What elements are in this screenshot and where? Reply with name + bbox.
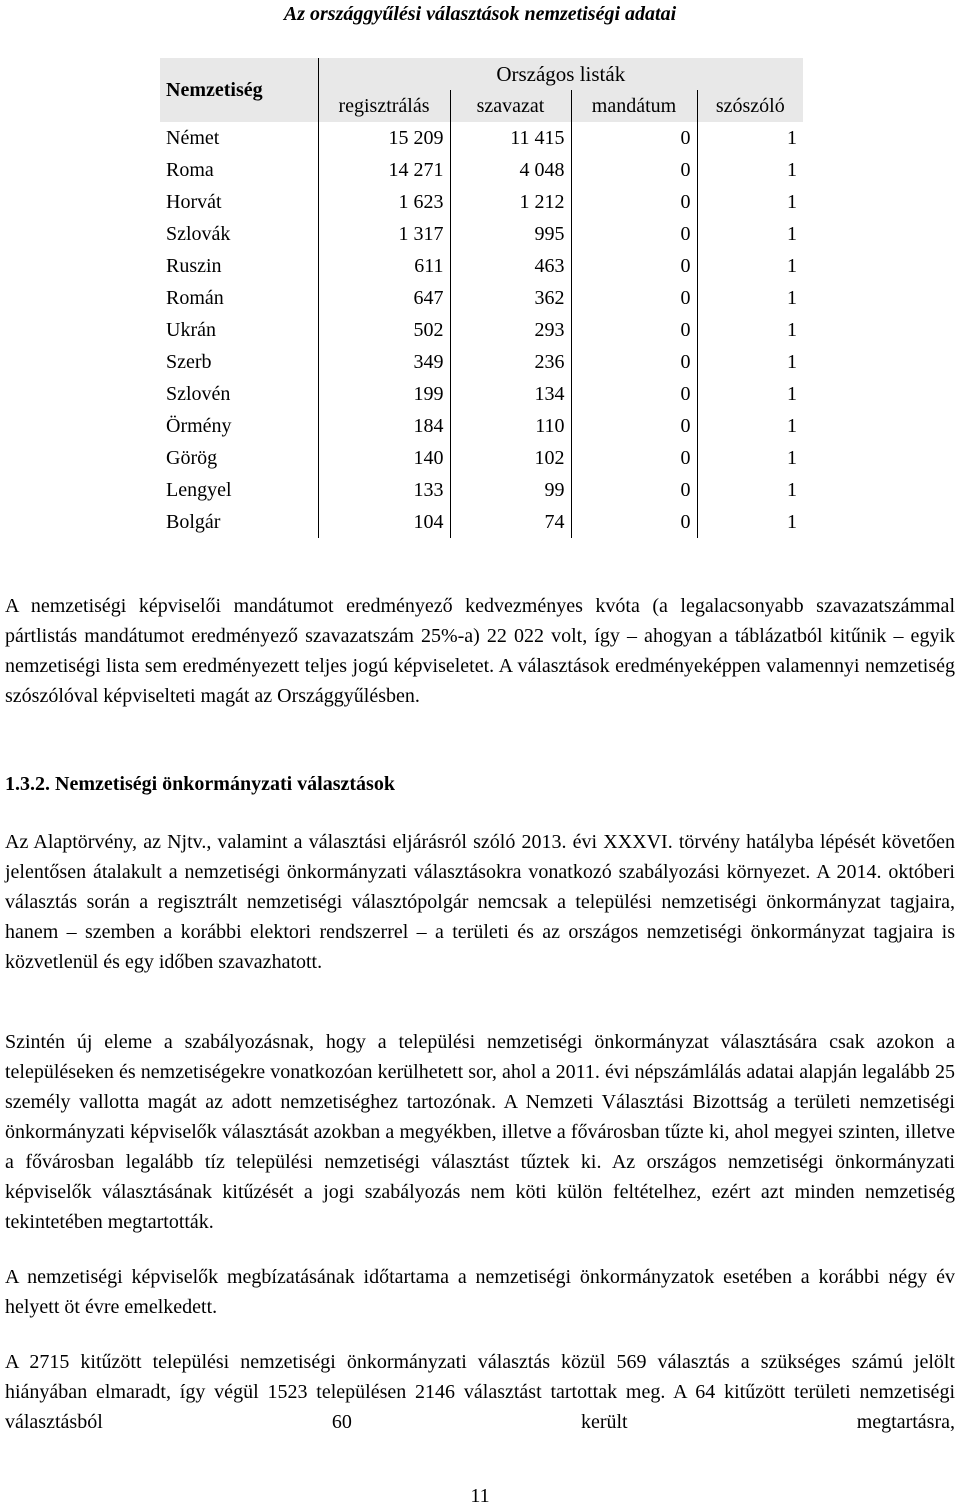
cell-regisztralas: 647 (318, 282, 450, 314)
cell-szavazat: 99 (450, 474, 571, 506)
cell-szoszolo: 1 (787, 287, 798, 309)
cell-regisztralas: 611 (318, 250, 450, 282)
paragraph-3-text: Szintén új eleme a szabályozásnak, hogy a települési nemzetiségi önkormányzat választására csak azokon a településeken és nemzetiségekre vonatkozóan kerülhetett sor, ahol a 2011. évi népszámlálás adatai alapján legalább 25 személy vallotta magát az adott nemzetiséghez tartozónak. A Nemzeti Választási Bizottság a területi nemzetiségi önkormányzati képviselők választását azokban a megyékben, illetve a fővárosban tűzte ki, ahol megyei szinten, illetve a fővárosban legalább tíz települési nemzetiségi választást tűztek ki. Az országos nemzetiségi önkormányzati képviselők választásának kitűzését a jogi szabályozás nem köti külön feltételhez, ezért azt minden nemzetiség tekintetében megtartották. (5, 1031, 955, 1233)
cell-szavazat: 134 (450, 378, 571, 410)
paragraph-5 (5, 1347, 955, 1437)
cell-nemzetiseg: Szerb (160, 346, 318, 378)
cell-regisztralas: 349 (318, 346, 450, 378)
cell-nemzetiseg: Ukrán (160, 314, 318, 346)
cell-nemzetiseg: Görög (160, 442, 318, 474)
table-row (160, 154, 803, 186)
cell-regisztralas: 502 (318, 314, 450, 346)
cell-nemzetiseg: Lengyel (160, 474, 318, 506)
table-row (160, 186, 803, 218)
header-szoszolo: szószóló (697, 90, 803, 122)
cell-szavazat: 102 (450, 442, 571, 474)
cell-regisztralas: 184 (318, 410, 450, 442)
cell-szavazat: 362 (450, 282, 571, 314)
header-mandatum: mandátum (571, 90, 697, 122)
cell-szoszolo: 1 (787, 159, 798, 181)
cell-mandatum: 0 (571, 506, 697, 538)
cell-mandatum: 0 (571, 154, 697, 186)
cell-szavazat: 236 (450, 346, 571, 378)
cell-szoszolo: 1 (787, 479, 798, 501)
paragraph-4 (5, 1262, 955, 1322)
cell-szoszolo: 1 (787, 447, 798, 469)
cell-mandatum: 0 (571, 442, 697, 474)
cell-nemzetiseg: Szlovén (160, 378, 318, 410)
cell-mandatum: 0 (571, 346, 697, 378)
cell-mandatum: 0 (571, 314, 697, 346)
cell-mandatum: 0 (571, 186, 697, 218)
page-title: Az országgyűlési választások nemzetiségi adatai (283, 3, 677, 25)
table-row (160, 378, 803, 410)
cell-nemzetiseg: Horvát (160, 186, 318, 218)
paragraph-1 (5, 591, 955, 711)
table-row (160, 250, 803, 282)
cell-nemzetiseg: Román (160, 282, 318, 314)
table-row (160, 442, 803, 474)
cell-mandatum: 0 (571, 410, 697, 442)
cell-szavazat: 995 (450, 218, 571, 250)
paragraph-2 (5, 827, 955, 977)
cell-szavazat: 11 415 (450, 122, 571, 154)
cell-szoszolo: 1 (787, 319, 798, 341)
table-row (160, 410, 803, 442)
table-row (160, 282, 803, 314)
nationality-table (160, 58, 803, 538)
header-szavazat: szavazat (450, 90, 571, 122)
cell-nemzetiseg: Bolgár (160, 506, 318, 538)
header-regisztralas: regisztrálás (318, 90, 450, 122)
header-orszagos-listak: Országos listák (318, 58, 803, 90)
page-number: 11 (470, 1485, 490, 1507)
table-row (160, 122, 803, 154)
paragraph-1-text: A nemzetiségi képviselői mandátumot eredményező kedvezményes kvóta (a legalacsonyabb szavazatszámmal pártlistás mandátumot eredményező szavazatszám 25%-a) 22 022 volt, így – ahogyan a táblázatból kitűnik – egyik nemzetiségi lista sem eredményezett teljes jogú képviseletet. A választások eredményeképpen valamennyi nemzetiség szószólóval képviselteti magát az Országgyűlésben. (5, 595, 955, 707)
cell-nemzetiseg: Örmény (160, 410, 318, 442)
cell-szoszolo: 1 (787, 383, 798, 405)
cell-regisztralas: 199 (318, 378, 450, 410)
cell-regisztralas: 104 (318, 506, 450, 538)
paragraph-3 (5, 1027, 955, 1237)
cell-regisztralas: 140 (318, 442, 450, 474)
cell-regisztralas: 14 271 (318, 154, 450, 186)
paragraph-5-text: A 2715 kitűzött települési nemzetiségi önkormányzati választás közül 569 választás a szükséges számú jelölt hiányában elmaradt, így végül 1523 településen 2146 választást tartottak meg. A 64 kitűzött területi nemzetiségi választásból 60 került megtartásra, (5, 1351, 955, 1433)
header-nemzetiseg: Nemzetiség (160, 58, 318, 122)
table-row (160, 314, 803, 346)
cell-regisztralas: 1 623 (318, 186, 450, 218)
cell-nemzetiseg: Roma (160, 154, 318, 186)
cell-nemzetiseg: Ruszin (160, 250, 318, 282)
cell-mandatum: 0 (571, 474, 697, 506)
paragraph-2-text: Az Alaptörvény, az Njtv., valamint a választási eljárásról szóló 2013. évi XXXVI. törvény hatályba lépését követően jelentősen átalakult a nemzetiségi önkormányzati választásokra vonatkozó szabályozási környezet. A 2014. októberi választás során a regisztrált nemzetiségi választópolgár nemcsak a települési nemzetiségi önkormányzat tagjaira, hanem – szemben a korábbi elektori rendszerrel – a területi és az országos nemzetiségi önkormányzat tagjaira is közvetlenül és egy időben szavazhatott. (5, 831, 955, 973)
cell-regisztralas: 1 317 (318, 218, 450, 250)
cell-szoszolo: 1 (787, 223, 798, 245)
cell-szoszolo: 1 (787, 415, 798, 437)
cell-szavazat: 1 212 (450, 186, 571, 218)
cell-mandatum: 0 (571, 122, 697, 154)
cell-szoszolo: 1 (787, 127, 798, 149)
cell-mandatum: 0 (571, 378, 697, 410)
cell-szavazat: 4 048 (450, 154, 571, 186)
cell-szavazat: 293 (450, 314, 571, 346)
cell-regisztralas: 133 (318, 474, 450, 506)
section-heading: 1.3.2. Nemzetiségi önkormányzati választások (5, 773, 395, 795)
cell-nemzetiseg: Szlovák (160, 218, 318, 250)
cell-regisztralas: 15 209 (318, 122, 450, 154)
cell-mandatum: 0 (571, 282, 697, 314)
table-row (160, 346, 803, 378)
table-row (160, 474, 803, 506)
cell-szavazat: 110 (450, 410, 571, 442)
cell-szoszolo: 1 (787, 191, 798, 213)
table-row (160, 218, 803, 250)
cell-szoszolo: 1 (787, 511, 798, 533)
cell-szoszolo: 1 (787, 351, 798, 373)
cell-nemzetiseg: Német (160, 122, 318, 154)
cell-szavazat: 74 (450, 506, 571, 538)
paragraph-4-text: A nemzetiségi képviselők megbízatásának időtartama a nemzetiségi önkormányzatok esetében a korábbi négy év helyett öt évre emelkedett. (5, 1266, 955, 1318)
table-row (160, 506, 803, 538)
cell-szoszolo: 1 (787, 255, 798, 277)
cell-szavazat: 463 (450, 250, 571, 282)
cell-mandatum: 0 (571, 250, 697, 282)
cell-mandatum: 0 (571, 218, 697, 250)
